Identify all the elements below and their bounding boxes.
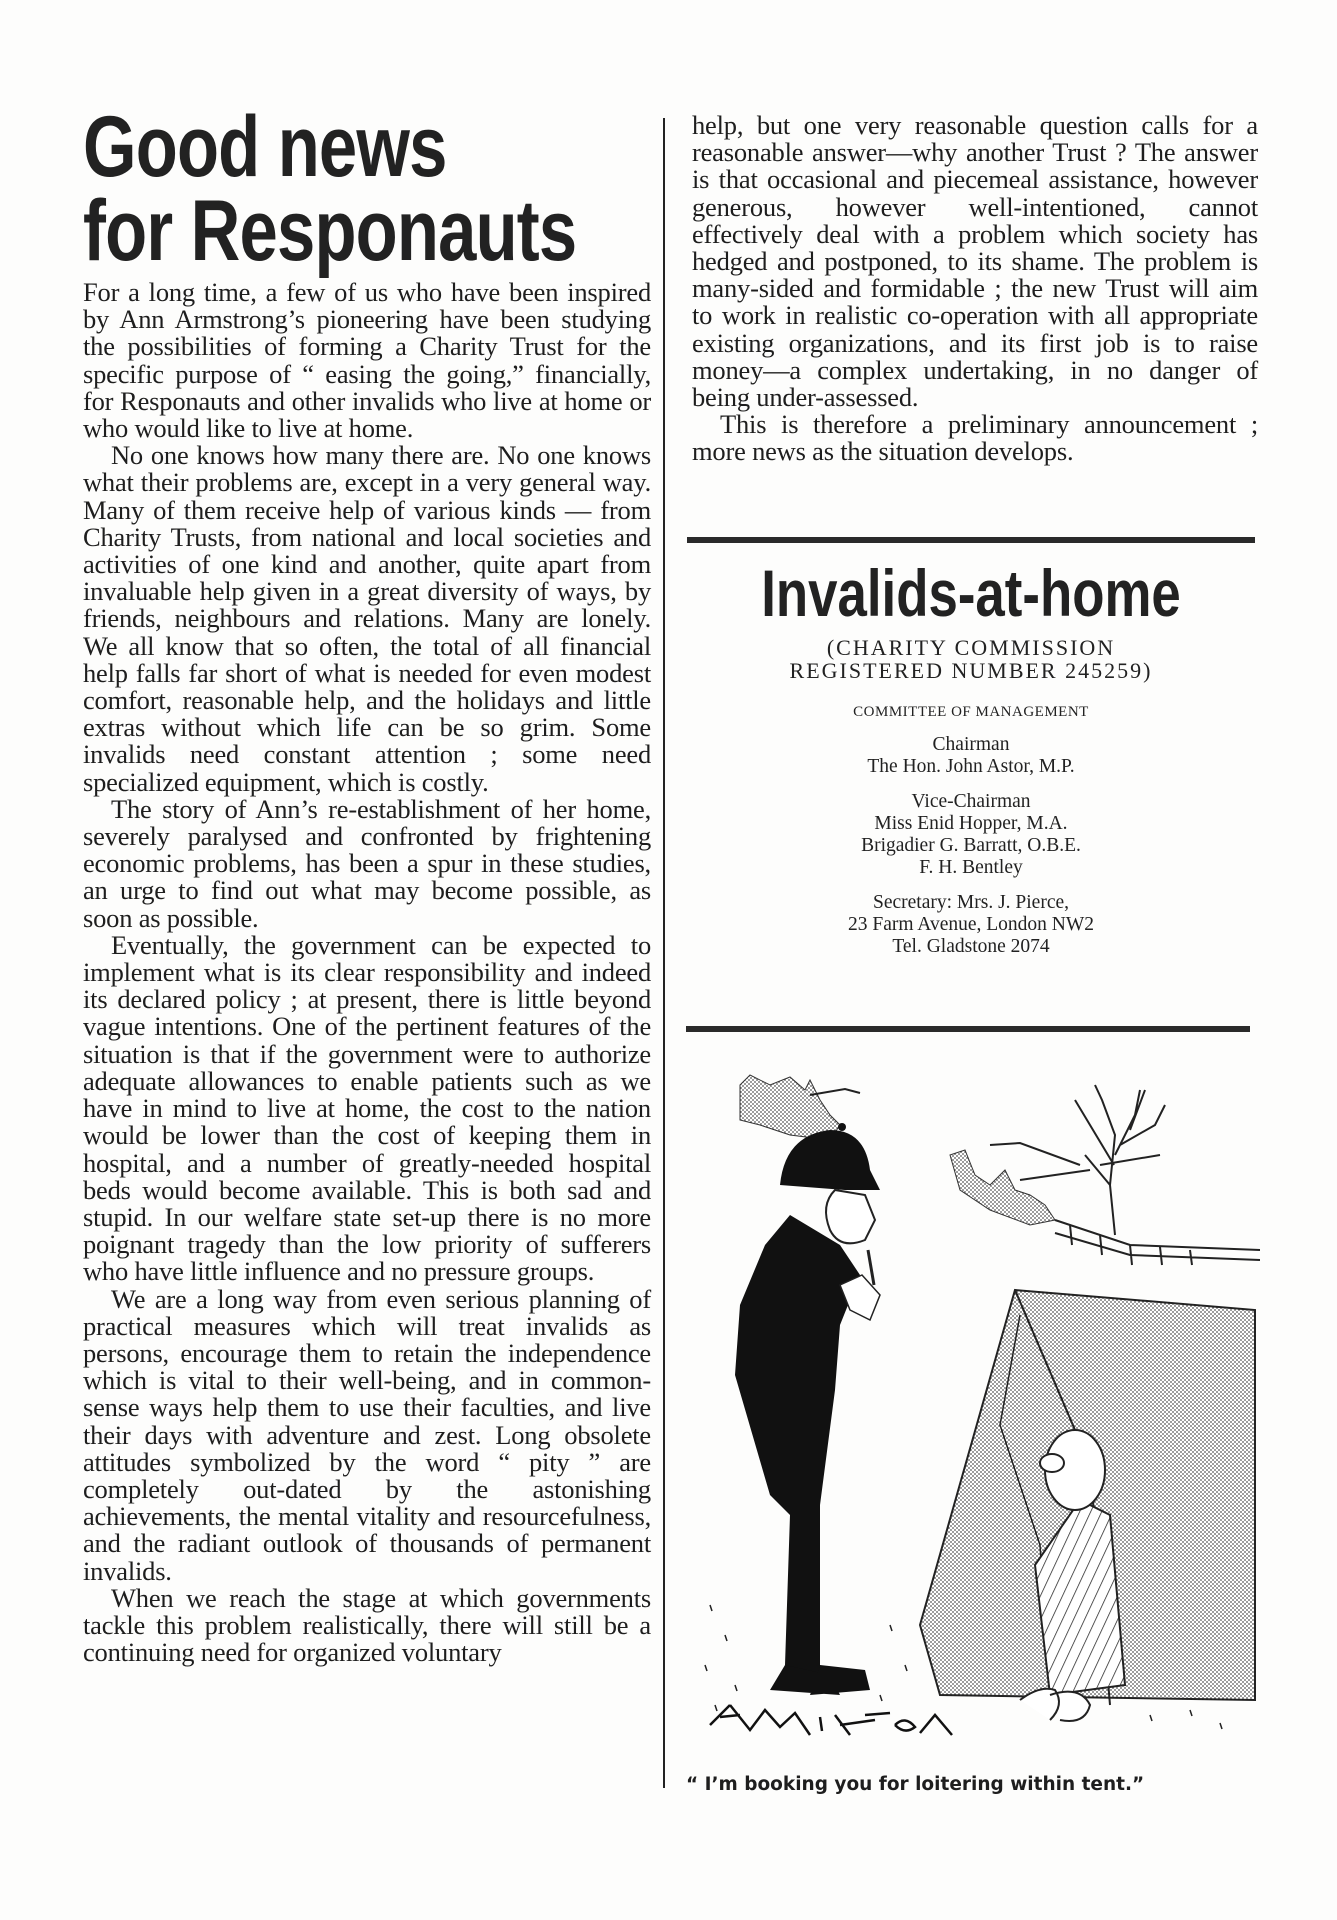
artist-signature: [710, 1705, 952, 1735]
article-right-column: [692, 112, 1258, 466]
chairman-block: [687, 734, 1255, 778]
chairman-name: The Hon. John Astor, M.P.: [867, 756, 1075, 777]
horizontal-rule-bottom: [686, 1026, 1250, 1032]
committee-heading: COMMITTEE OF MANAGEMENT: [853, 704, 1089, 720]
cartoon-caption: “ I’m booking you for loitering within tent.”: [686, 1774, 1145, 1795]
committee-member: F. H. Bentley: [919, 857, 1023, 878]
article-paragraph: This is therefore a preliminary announcement ; more news as the situation develops.: [692, 409, 1258, 467]
article-paragraph: Eventually, the government can be expected to implement what is its clear responsibility and indeed its declared policy ; at present, there is little beyond vague intentions. One of the pertinent features of the situation is that if the government were to authorize adequate allowances to enable patients such as we have in mind to live at home, the cost to the nation would be lower than the cost of keeping them in hospital, and a number of greatly-needed hospital beds would become available. This is both sad and stupid. In our welfare state set-up there is no more poignant tragedy than the low priority of sufferers who have little influence and no pressure groups.: [83, 929, 651, 1287]
article-paragraph: No one knows how many there are. No one knows what their problems are, except in a very general way. Many of them receive help of various kinds — from Charity Trusts, from national and local societies and activities of one kind and another, quite apart from invaluable help given in a great diversity of ways, by friends, neighbours and relations. Many are lonely. We all know that so often, the total of all financial help falls far short of what is needed for even modest comfort, reasonable help, and the holidays and little extras without which life can be so grim. Some invalids need constant attention ; some need specialized equipment, which is costly.: [83, 440, 651, 797]
registration-line-2: REGISTERED NUMBER 245259): [789, 658, 1153, 683]
horizontal-rule-top: [687, 537, 1255, 543]
telephone-line: Tel. Gladstone 2074: [892, 936, 1050, 957]
cartoon-illustration: [690, 1045, 1260, 1745]
article-paragraph: help, but one very reasonable question calls for a reasonable answer—why another Trust ? The answer is that occasional and piecemeal assistance, however generous, however well-intentioned, cannot effectively deal with a problem which society has hedged and postponed, to its shame. The problem is many-sided and formidable ; the new Trust will aim to work in realistic co-operation with all appropriate existing organizations, and its first job is to raise money—a complex undertaking, in no danger of being under-assessed.: [692, 110, 1258, 413]
address-line: 23 Farm Avenue, London NW2: [847, 914, 1095, 935]
tree: [1075, 1085, 1165, 1235]
charity-notice: [687, 556, 1255, 958]
policeman: [735, 1123, 880, 1695]
secretary-block: [687, 892, 1255, 958]
vice-chairman-block: [687, 791, 1255, 879]
article-left-column: [83, 99, 651, 1668]
committee-member: Brigadier G. Barratt, O.B.E.: [861, 835, 1081, 856]
vice-chairman-label: Vice-Chairman: [911, 791, 1031, 812]
article-paragraph: We are a long way from even serious planning of practical measures which will treat invalids as persons, encourage them to retain the independence which is vital to their well-being, and in common-sense ways help them to use their faculties, and live their days with adventure and zest. Long obsolete attitudes symbolized by the word “ pity ” are completely out-dated by the astonishing achievements, the mental vitality and resourcefulness, and the radiant outlook of thousands of permanent invalids.: [83, 1283, 651, 1586]
headline-line-1: Good news: [83, 99, 447, 195]
headline-line-2: for Responauts: [83, 183, 577, 279]
notice-title: Invalids-at-home: [761, 556, 1181, 630]
article-paragraph: For a long time, a few of us who have been inspired by Ann Armstrong’s pioneering have been studying the possibilities of forming a Charity Trust for the specific purpose of “ easing the going,” financially, for Responauts and other invalids who live at home or who would like to live at home.: [83, 277, 651, 444]
article-body-right: [692, 112, 1258, 466]
article-paragraph: When we reach the stage at which governments tackle this problem realistically, there will still be a continuing need for organized voluntary: [83, 1582, 651, 1668]
registration-info: [687, 636, 1255, 682]
registration-line-1: (CHARITY COMMISSION: [826, 635, 1116, 660]
secretary-line: Secretary: Mrs. J. Pierce,: [872, 892, 1070, 913]
chairman-label: Chairman: [932, 734, 1010, 755]
article-body-left: [83, 279, 651, 1666]
fence: [1055, 1220, 1260, 1265]
hedge-left: [740, 1075, 840, 1140]
article-headline: [83, 99, 651, 279]
hedge-right: [950, 1150, 1055, 1225]
article-paragraph: The story of Ann’s re-establishment of her home, severely paralysed and confronted by frightening economic problems, has been a spur in these studies, an urge to find out what may become possible, as soon as possible.: [83, 793, 651, 933]
committee-member: Miss Enid Hopper, M.A.: [874, 813, 1068, 834]
column-divider: [663, 118, 665, 1788]
